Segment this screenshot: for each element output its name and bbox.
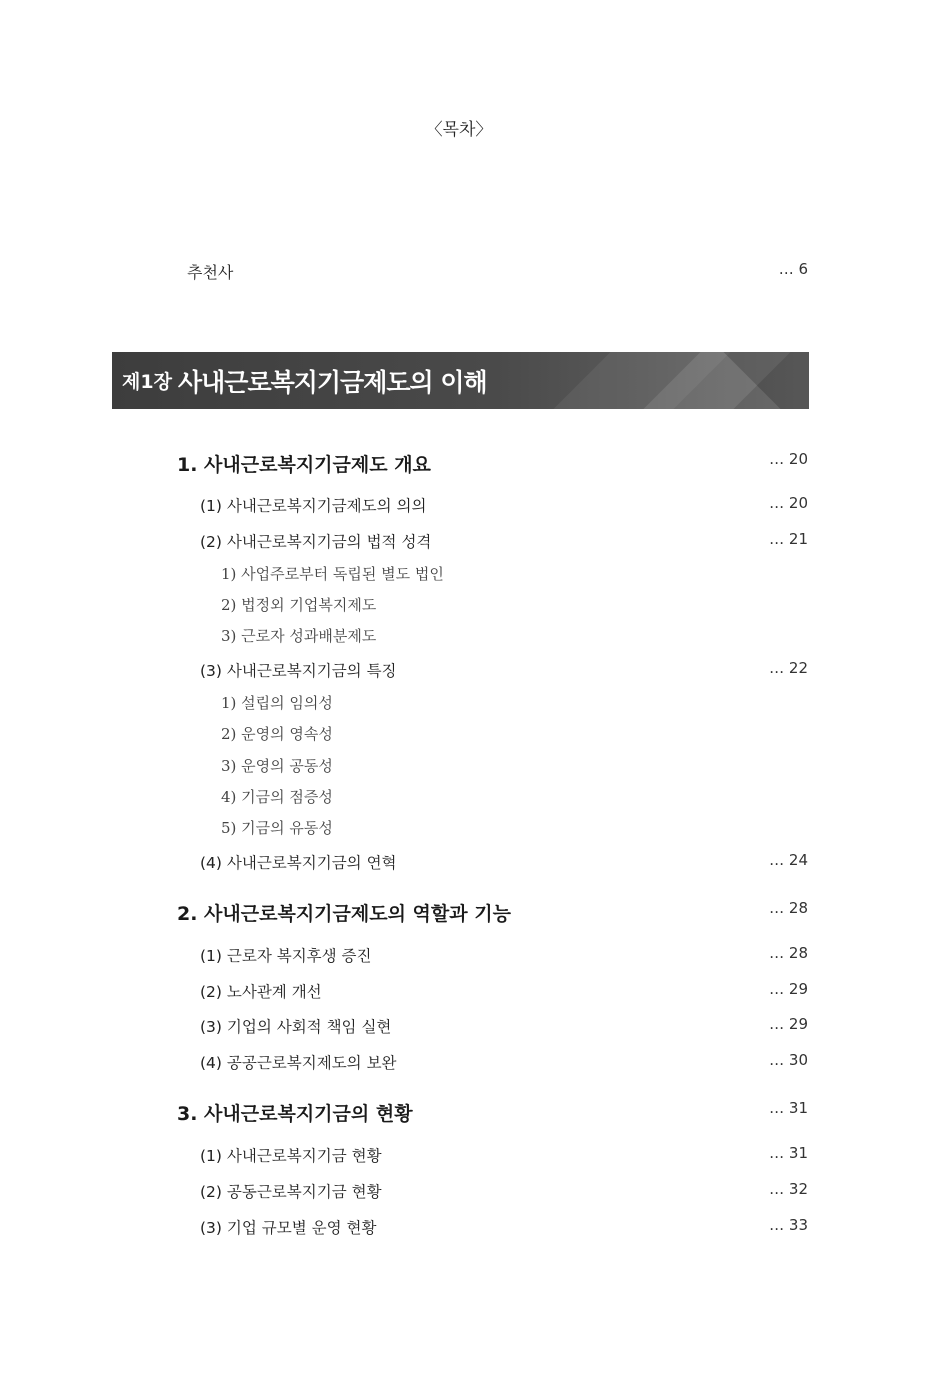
toc-entry-label: (1) 근로자 복지후생 증진 (200, 947, 372, 965)
toc-section-3[interactable] (0, 1099, 950, 1127)
toc-entry-label: 1) 설립의 임의성 (221, 694, 333, 712)
toc-entry-label: 1) 사업주로부터 독립된 별도 법인 (221, 565, 444, 583)
toc-subsection[interactable] (0, 1015, 950, 1043)
chapter-number: 제1장 (122, 371, 172, 393)
toc-entry-page: … 31 (769, 1099, 808, 1117)
toc-entry-page: … 33 (769, 1216, 808, 1234)
toc-section-2[interactable] (0, 899, 950, 927)
toc-subsection[interactable] (0, 1216, 950, 1244)
toc-entry-page: … 29 (769, 980, 808, 998)
toc-entry-label: (2) 사내근로복지기금의 법적 성격 (200, 533, 432, 551)
toc-subsection[interactable] (0, 1180, 950, 1208)
toc-entry-label: 4) 기금의 점증성 (221, 788, 333, 806)
toc-entry-label: 3) 근로자 성과배분제도 (221, 627, 377, 645)
toc-entry-page: … 30 (769, 1051, 808, 1069)
toc-section-1[interactable] (0, 450, 950, 478)
toc-entry-label: (4) 공공근로복지제도의 보완 (200, 1054, 397, 1072)
toc-entry-page: … 28 (769, 899, 808, 917)
toc-entry-page: … 21 (769, 530, 808, 548)
toc-entry-page: … 28 (769, 944, 808, 962)
document-title: 〈목차〉 (425, 120, 493, 140)
toc-item[interactable] (0, 723, 950, 751)
toc-entry-page: … 20 (769, 494, 808, 512)
toc-entry-page: … 29 (769, 1015, 808, 1033)
chapter-banner (112, 352, 809, 409)
toc-entry-label: (3) 기업 규모별 운영 현황 (200, 1219, 377, 1237)
toc-entry-label: 3. 사내근로복지기금의 현황 (177, 1103, 413, 1125)
toc-entry-label: (3) 기업의 사회적 책임 실현 (200, 1018, 392, 1036)
toc-subsection[interactable] (0, 944, 950, 972)
toc-subsection[interactable] (0, 980, 950, 1008)
toc-entry-page: … 32 (769, 1180, 808, 1198)
toc-item[interactable] (0, 755, 950, 783)
toc-entry-page: … 20 (769, 450, 808, 468)
toc-item[interactable] (0, 563, 950, 591)
toc-entry-label: (2) 공동근로복지기금 현황 (200, 1183, 382, 1201)
toc-subsection[interactable] (0, 851, 950, 879)
toc-entry-page: … 22 (769, 659, 808, 677)
toc-entry-label: 1. 사내근로복지기금제도 개요 (177, 454, 431, 476)
toc-entry-preface[interactable] (0, 260, 950, 288)
toc-item[interactable] (0, 786, 950, 814)
toc-subsection[interactable] (0, 494, 950, 522)
toc-entry-label: (1) 사내근로복지기금 현황 (200, 1147, 382, 1165)
toc-entry-label: (1) 사내근로복지기금제도의 의의 (200, 497, 427, 515)
toc-entry-label: (2) 노사관계 개선 (200, 983, 322, 1001)
toc-entry-page: … 24 (769, 851, 808, 869)
toc-subsection[interactable] (0, 1144, 950, 1172)
toc-item[interactable] (0, 817, 950, 845)
toc-entry-label: 2. 사내근로복지기금제도의 역할과 기능 (177, 903, 511, 925)
toc-entry-label: 5) 기금의 유동성 (221, 819, 333, 837)
toc-item[interactable] (0, 625, 950, 653)
toc-subsection[interactable] (0, 530, 950, 558)
toc-entry-label: (3) 사내근로복지기금의 특징 (200, 662, 397, 680)
toc-subsection[interactable] (0, 1051, 950, 1079)
chapter-title: 사내근로복지기금제도의 이해 (178, 368, 487, 397)
toc-entry-label: 추천사 (187, 263, 234, 282)
toc-entry-label: 2) 운영의 영속성 (221, 725, 333, 743)
toc-entry-page: … 6 (778, 260, 808, 278)
toc-item[interactable] (0, 692, 950, 720)
toc-entry-label: 3) 운영의 공동성 (221, 757, 333, 775)
toc-item[interactable] (0, 594, 950, 622)
toc-entry-page: … 31 (769, 1144, 808, 1162)
toc-entry-label: 2) 법정외 기업복지제도 (221, 596, 377, 614)
toc-entry-label: (4) 사내근로복지기금의 연혁 (200, 854, 397, 872)
toc-subsection[interactable] (0, 659, 950, 687)
